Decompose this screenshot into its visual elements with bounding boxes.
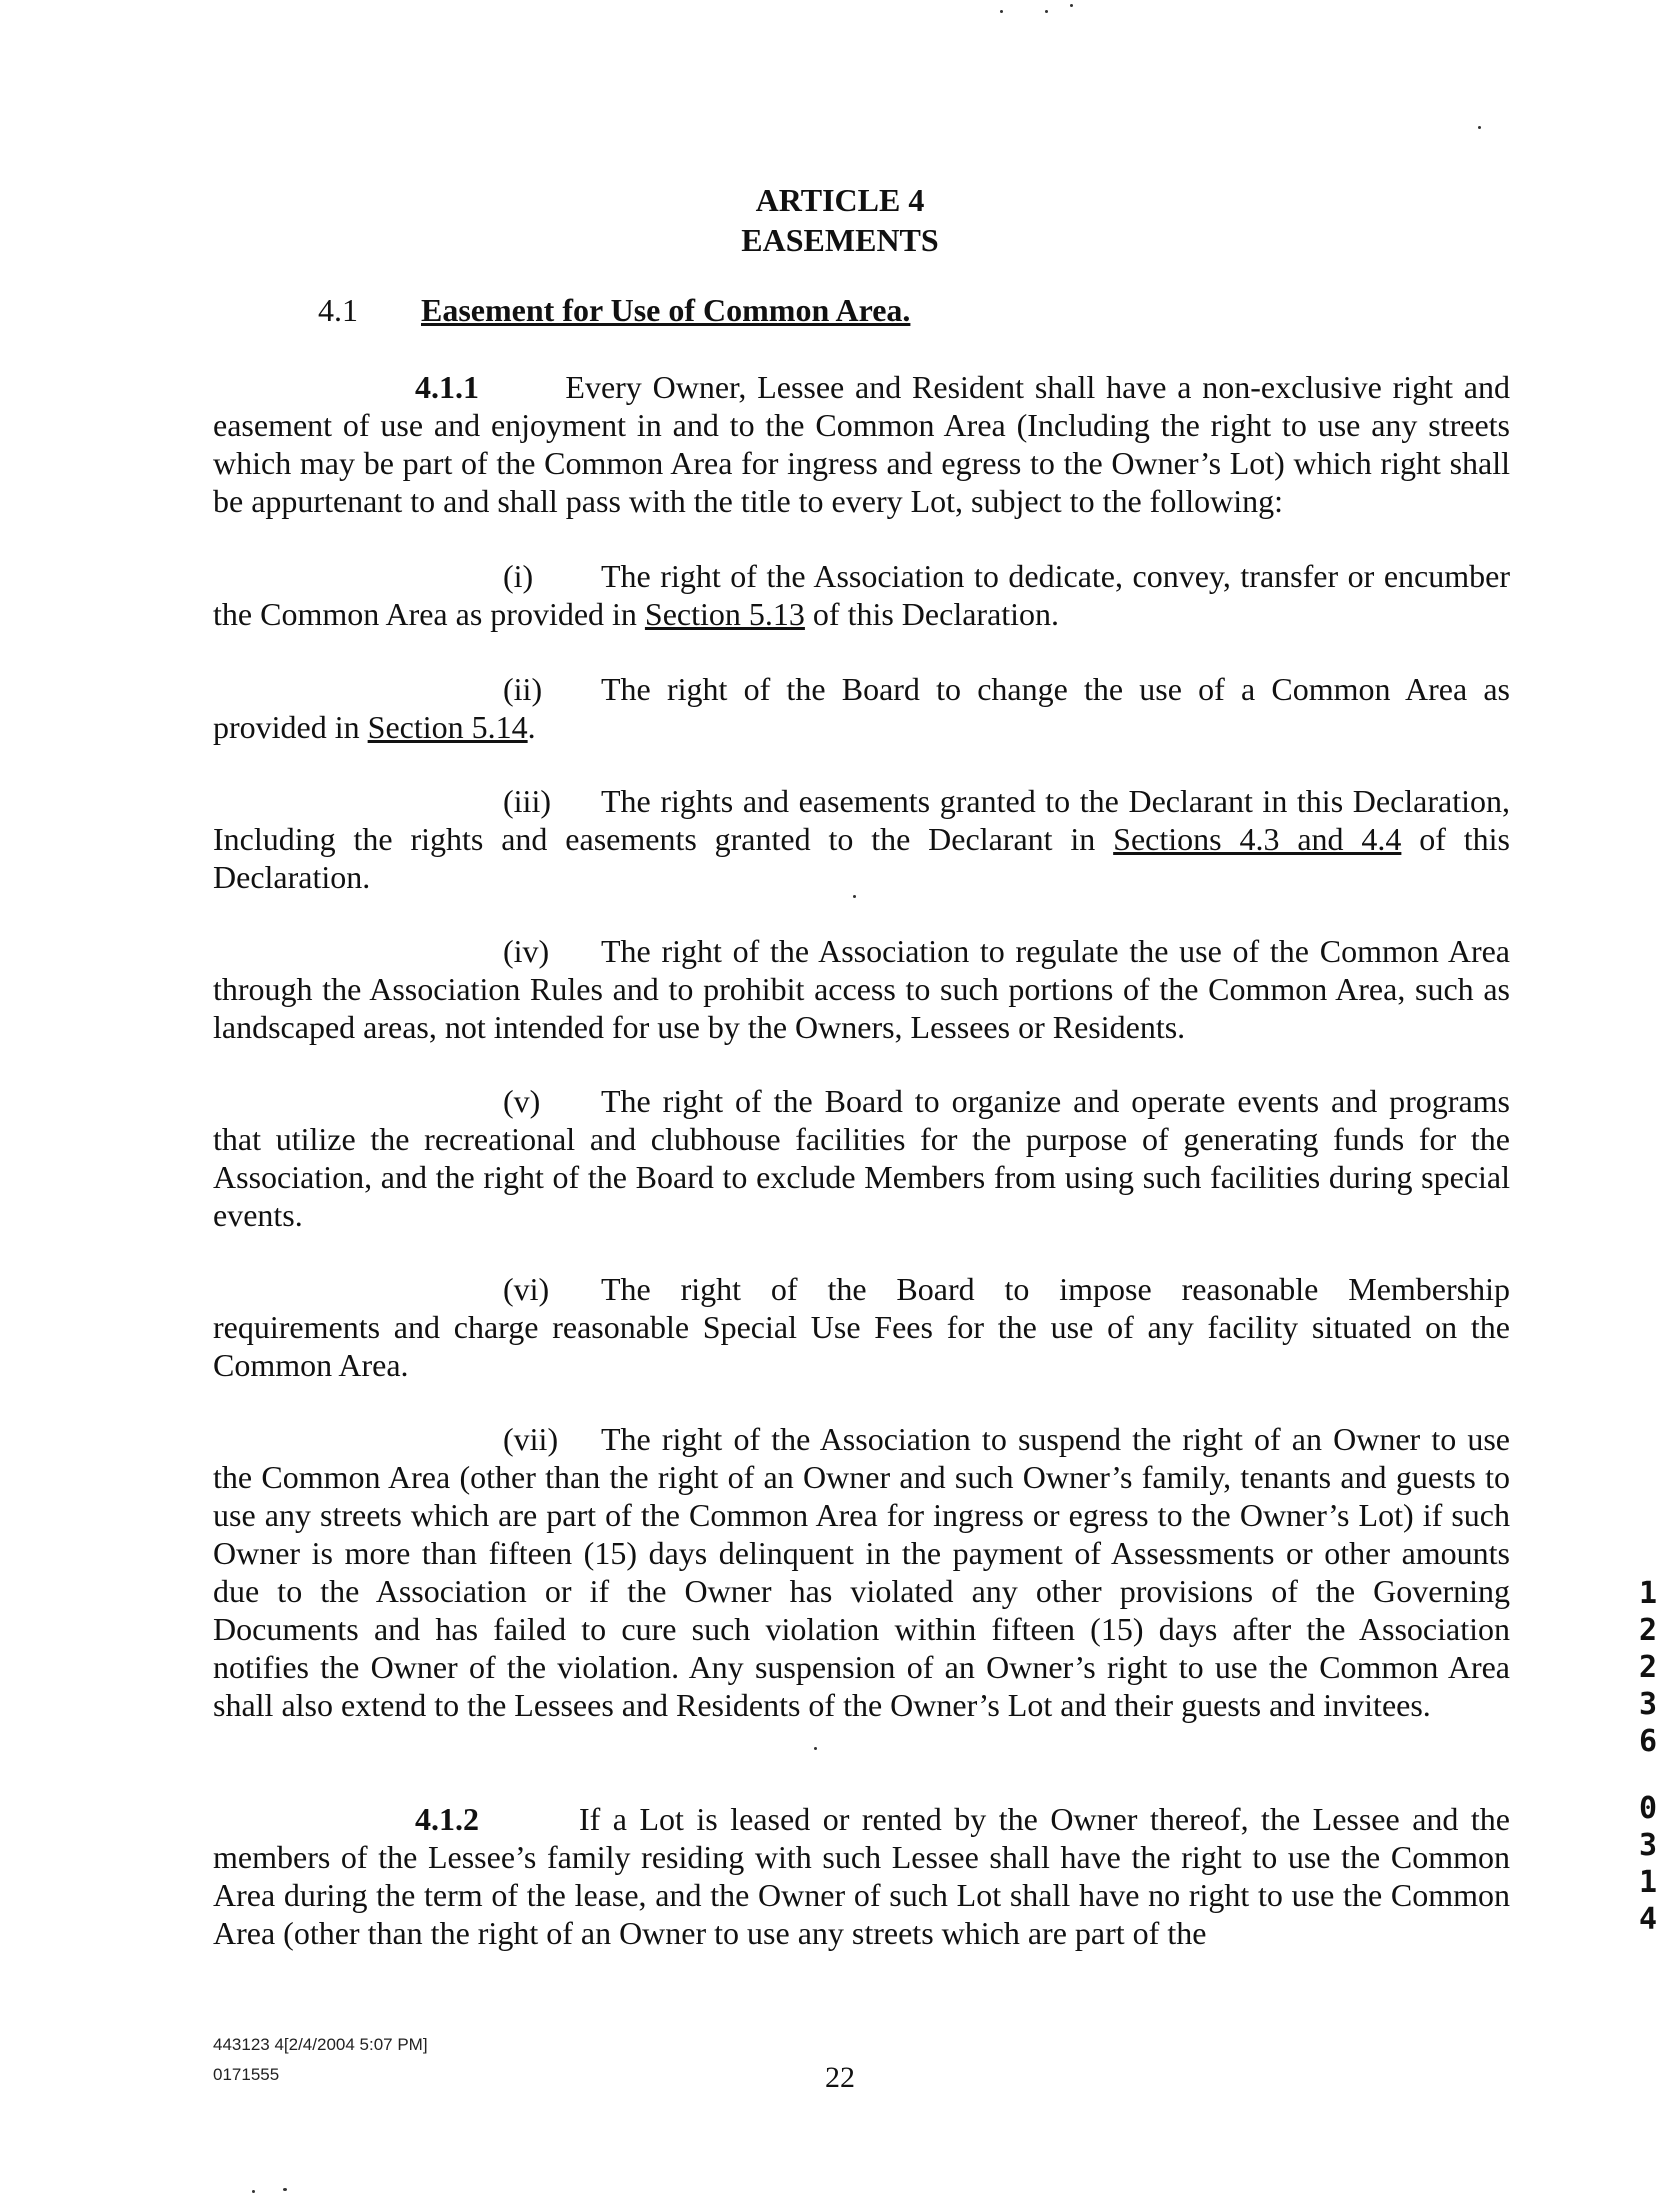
scan-speck: [1000, 10, 1003, 13]
item-text: The right of the Board to impose reasonable Membership requirements and charge reasonable Special Use Fees for the use of any facility situated on the Common Area.: [213, 1271, 1510, 1383]
item-label: (v): [503, 1083, 541, 1119]
item-label: (ii): [503, 671, 543, 707]
item-label: (iii): [503, 783, 551, 819]
paragraph-4-1-2: [213, 1800, 1510, 1952]
stamp-digit: 0: [1638, 1791, 1658, 1826]
item-label: (iv): [503, 933, 550, 969]
stamp-digit: 3: [1638, 1687, 1658, 1722]
stamp-digit: 1: [1638, 1865, 1658, 1900]
scan-speck: [1070, 4, 1073, 7]
list-item-ii: [213, 670, 1510, 746]
section-title: Easement for Use of Common Area.: [421, 292, 911, 328]
recording-number-stamp: [1630, 1575, 1666, 1938]
article-heading: [0, 180, 1680, 260]
item-text-end: of this Declaration.: [804, 596, 1060, 632]
item-text-end: of this Declaration.: [213, 821, 1511, 895]
paragraph-text: Every Owner, Lessee and Resident shall have a non-exclusive right and easement of use and enjoyment in and to the Common Area (Including the right to use any streets which may be part of the Common Area for ingress and egress to the Owner’s Lot) which right shall be appurtenant to and shall pass with the title to every Lot, subject to the following:: [213, 369, 1511, 519]
section-heading: [318, 290, 910, 330]
item-text: The right of the Board to change the use of a Common Area as provided in: [213, 671, 1510, 745]
item-text: The right of the Association to suspend the right of an Owner to use the Common Area (other than the right of an Owner and such Owner’s family, tenants and guests to use any streets which are part of the Common Area for ingress or egress to the Owner’s Lot) if such Owner is more than fifteen (15) days delinquent in the payment of Assessments or other amounts due to the Association or if the Owner has violated any other provisions of the Governing Documents and has failed to cure such violation within fifteen (15) days after the Association notifies the Owner of the violation. Any suspension of an Owner’s right to use the Common Area shall also extend to the Lessees and Residents of the Owner’s Lot and their guests and invitees.: [213, 1421, 1510, 1723]
item-text: The right of the Board to organize and operate events and programs that utilize the recreational and clubhouse facilities for the purpose of generating funds for the Association, and the right of the Board to exclude Members from using such facilities during special events.: [213, 1083, 1510, 1233]
footer-doc-id: 443123 4[2/4/2004 5:07 PM]: [213, 2035, 428, 2054]
paragraph-text: If a Lot is leased or rented by the Owner thereof, the Lessee and the members of the Lessee’s family residing with such Lessee shall have the right to use the Common Area during the term of the lease, and the Owner of such Lot shall have no right to use the Common Area (other than the right of an Owner to use any streets which are part of the: [213, 1801, 1511, 1951]
stamp-digit: 6: [1638, 1724, 1658, 1759]
item-label: (vii): [503, 1421, 559, 1457]
item-label: (i): [503, 558, 534, 594]
item-text: The right of the Association to regulate the use of the Common Area through the Association Rules and to prohibit access to such portions of the Common Area, such as landscaped areas, not intended for use by the Owners, Lessees or Residents.: [213, 933, 1510, 1045]
scan-speck: [1478, 126, 1481, 129]
item-label: (vi): [503, 1271, 550, 1307]
scan-speck: [252, 2190, 255, 2193]
paragraph-4-1-1: [213, 368, 1510, 520]
list-item-iv: [213, 932, 1510, 1046]
list-item-vi: [213, 1270, 1510, 1384]
item-text: The rights and easements granted to the Declarant in this Declaration, Including the rights and easements granted to the Declarant in: [213, 783, 1510, 857]
scan-speck: [283, 2188, 287, 2191]
list-item-vii: [213, 1420, 1510, 1724]
section-reference-link: Section 5.13: [644, 596, 805, 632]
section-reference-link: Section 5.14: [367, 709, 528, 745]
footer-file-number: 0171555: [213, 2065, 280, 2084]
stamp-digit: 4: [1638, 1902, 1658, 1937]
stamp-digit: 3: [1638, 1828, 1658, 1863]
paragraph-label: 4.1.1: [415, 369, 479, 405]
item-text-end: .: [527, 709, 536, 745]
list-item-iii: [213, 782, 1510, 896]
paragraph-label: 4.1.2: [415, 1801, 479, 1837]
section-number: 4.1: [318, 292, 358, 328]
page-number: 22: [825, 2061, 855, 2094]
item-text: The right of the Association to dedicate, convey, transfer or encumber the Common Area as provided in: [213, 558, 1510, 632]
article-title: EASEMENTS: [741, 222, 939, 258]
scan-speck: [814, 1747, 817, 1750]
stamp-digit: 2: [1638, 1613, 1658, 1648]
stamp-digit: 1: [1638, 1576, 1658, 1611]
list-item-v: [213, 1082, 1510, 1234]
section-reference-link: Sections 4.3 and 4.4: [1113, 821, 1402, 857]
stamp-digit: 2: [1638, 1650, 1658, 1685]
list-item-i: [213, 557, 1510, 633]
article-number: ARTICLE 4: [755, 182, 925, 218]
scan-speck: [1045, 10, 1048, 13]
